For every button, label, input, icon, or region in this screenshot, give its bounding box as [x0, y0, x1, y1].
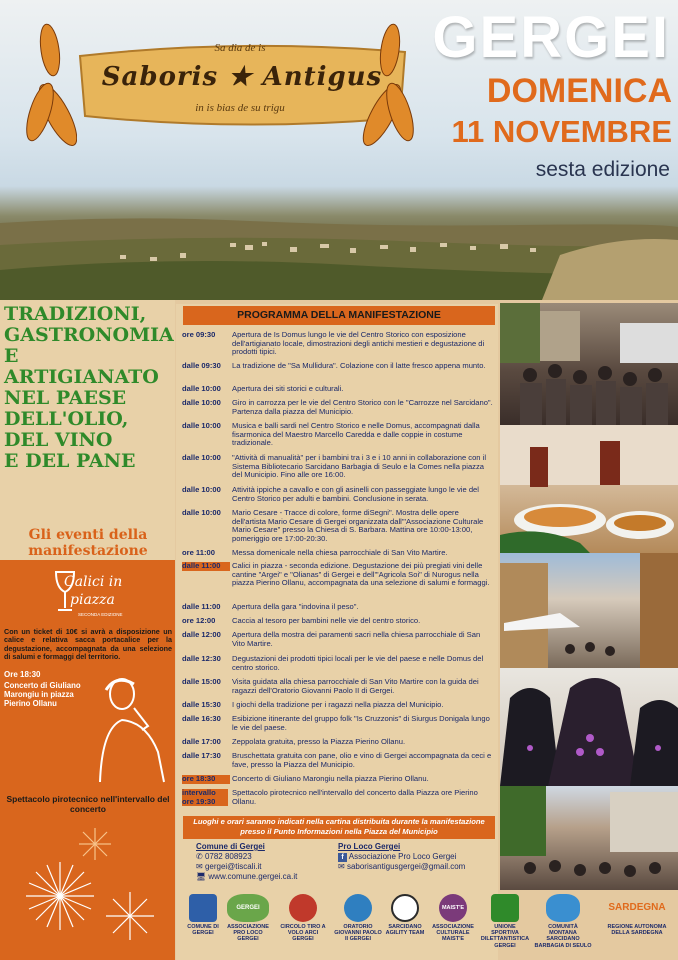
program-desc: Bruschettata gratuita con pane, olio e vino di Gergei accompagnata da ceci e fave, presso la Piazza del Municipio.: [232, 751, 492, 769]
food-image: [500, 425, 678, 553]
sponsor-logo: [278, 894, 328, 943]
program-desc: Spettacolo pirotecnico nell'intervallo del concerto dalla Piazza ore Pierino Ollanu.: [232, 788, 478, 806]
logo-name: Saboris ★ Antigus: [101, 62, 383, 92]
market-image: [500, 786, 678, 890]
proloco-email[interactable]: saborisantigusgergei@gmail.com: [346, 862, 466, 871]
program-time: dalle 16:30: [182, 714, 221, 723]
costume-image: [500, 668, 678, 786]
program-time: dalle 12:00: [182, 630, 221, 639]
program-time: dalle 17:30: [182, 751, 221, 760]
sports-shield-icon: [491, 894, 519, 922]
sponsor-logo: [223, 894, 273, 943]
headline-line: GASTRONOMIA: [4, 324, 174, 346]
events-title: Gli eventi della manifestazione: [28, 527, 148, 559]
sponsor-label: ASSOCIAZIONE CULTURALE MAIST'E: [432, 924, 474, 943]
comune-website[interactable]: www.comune.gergei.ca.it: [208, 872, 298, 881]
program-desc: Apertura della gara "indovina il peso".: [232, 602, 359, 611]
street-image: [500, 553, 678, 668]
calici-ticket-text: Con un ticket di 10€ si avrà a disposizione un calice e relativa sacca portacalice per la degustazione, accompagnata da una selezione di salumi e formaggi del territorio.: [4, 627, 172, 662]
crowd-image: [500, 303, 678, 425]
program-time: ore 18:30: [182, 775, 230, 784]
calici-logo-sub: SECONDA EDIZIONE: [78, 612, 123, 617]
comune-email[interactable]: gergei@tiscali.it: [204, 862, 262, 871]
sponsor-logo: [428, 894, 478, 943]
calici-logo-line2: piazza: [70, 592, 115, 608]
headline: [4, 304, 176, 472]
sponsor-label: ASSOCIAZIONE PRO LOCO GERGEI: [227, 924, 269, 943]
program-time: ore 11:00: [182, 548, 215, 557]
sponsor-label: UNIONE SPORTIVA DILETTANTISTICA GERGEI: [480, 924, 530, 949]
sponsor-label: ORATORIO GIOVANNI PAOLO II GERGEI: [334, 924, 382, 943]
headline-line: DELL'OLIO,: [4, 408, 129, 430]
program-time: ore 09:30: [182, 330, 216, 339]
program-title: PROGRAMMA DELLA MANIFESTAZIONE: [183, 306, 495, 325]
photo-village-street: [500, 553, 678, 668]
program-desc: Caccia al tesoro per bambini nelle vie del centro storico.: [232, 616, 421, 625]
fireworks-icon: [0, 816, 175, 960]
program-desc: Apertura de Is Domus lungo le vie del Centro Storico con esposizione dell'artigianato locale, dimostrazioni degli antichi mestieri e degustazione di prodotti tipici.: [232, 330, 485, 357]
info-box: Luoghi e orari saranno indicati nella cartina distribuita durante la manifestazione presso il Punto Informazioni nella Piazza del Municipio: [183, 816, 495, 839]
oratorio-icon: [344, 894, 372, 922]
program-desc: Musica e balli sardi nel Centro Storico e nelle Domus, accompagnati dalla fisarmonica del Maestro Marcello Caredda e dalle coppie in costume tradizionale.: [232, 421, 480, 448]
program-time: dalle 15:00: [182, 677, 221, 686]
program-time: dalle 10:00: [182, 421, 221, 430]
logo-tagline-top: Sa dia de is: [214, 42, 266, 54]
concert-time: Ore 18:30: [4, 670, 41, 679]
program-desc: Concerto di Giuliano Marongiu nella piazza Pierino Ollanu.: [232, 774, 429, 783]
program-time: dalle 10:00: [182, 384, 221, 393]
program-time: dalle 10:00: [182, 485, 221, 494]
program-desc: Zeppolata gratuita, presso la Piazza Pierino Ollanu.: [232, 737, 406, 746]
sponsor-logo: [600, 894, 674, 936]
edition-label: sesta edizione: [535, 158, 670, 181]
program-desc: Attività ippiche a cavallo e con gli asinelli con passeggiate lungo le vie del Centro Storico per adulti e bambini. Conclusione in serata.: [232, 485, 479, 503]
headline-line: E ARTIGIANATO: [4, 345, 159, 388]
concert-text: Concerto di Giuliano Marongiu in piazza Pierino Ollanu: [4, 681, 81, 708]
town-name: GERGEI: [432, 5, 670, 70]
wheat-icon: [22, 20, 77, 160]
event-date: 11 NOVEMBRE: [451, 114, 672, 149]
proloco-title: Pro Loco Gergei: [338, 842, 401, 851]
program-desc: Giro in carrozza per le vie del Centro Storico con le "Carrozze nel Sarcidano". Partenza dalla piazza del Municipio.: [232, 398, 493, 416]
headline-line: TRADIZIONI,: [4, 303, 147, 325]
program-time: dalle 15:30: [182, 700, 221, 709]
sponsor-label: REGIONE AUTONOMA DELLA SARDEGNA: [607, 924, 667, 937]
program-time: dalle 11:00: [182, 602, 221, 611]
headline-line: E DEL PANE: [4, 450, 136, 472]
sponsor-logo: [480, 894, 530, 949]
program-desc: Visita guidata alla chiesa parrocchiale di San Vito Martire con la guida dei ragazzi dell'Oratorio Giovanni Paolo II di Gergei.: [232, 677, 479, 695]
sponsor-logo: [380, 894, 430, 936]
program-desc: Apertura della mostra dei paramenti sacri nella chiesa parrocchiale di San Vito Martire.: [232, 630, 481, 648]
comune-phone: 0782 808923: [204, 852, 252, 861]
photo-costumes: [500, 668, 678, 786]
sponsor-logo: [333, 894, 383, 943]
photo-market: [500, 786, 678, 890]
program-time: dalle 17:00: [182, 737, 221, 746]
program-time: dalle 10:00: [182, 508, 221, 517]
headline-line: DEL VINO: [4, 429, 113, 451]
phone-icon: ✆: [196, 852, 205, 861]
program-time: dalle 09:30: [182, 361, 221, 370]
sponsor-logo: [178, 894, 228, 936]
proloco-contacts: [338, 842, 498, 872]
fireworks-text: Spettacolo pirotecnico nell'intervallo del concerto: [6, 794, 170, 814]
program-time: intervallo ore 19:30: [182, 789, 228, 806]
sardegna-logo: SARDEGNA: [608, 902, 666, 913]
program-desc: Calici in piazza - seconda edizione. Degustazione dei più pregiati vini delle cantine "Argei" e "Olianas" di Gergei e dell'"Agricola Soi" di Nurogus nella piazza Pierino Ollanu, accompagnata da una selezione di salumi e formaggi.: [232, 561, 490, 588]
facebook-icon: f: [338, 853, 347, 862]
program-desc: I giochi della tradizione per i ragazzi nella piazza del Municipio.: [232, 700, 444, 709]
web-icon: 🖥: [196, 872, 209, 881]
logo-tagline-bottom: in is bias de su trigu: [195, 102, 285, 114]
program-time: dalle 10:00: [182, 453, 221, 462]
program-desc: Esibizione itinerante del gruppo folk "Is Cruzzonis" di Siurgus Donigala lungo le vie del paese.: [232, 714, 490, 732]
email-icon: ✉: [196, 862, 205, 871]
sponsor-logo: [534, 894, 592, 949]
email-icon: ✉: [338, 862, 347, 871]
program-desc: La tradizione de "Sa Mullidura". Colazione con il latte fresco appena munto.: [232, 361, 486, 370]
program-time: dalle 10:00: [182, 398, 221, 407]
comune-title: Comune di Gergei: [196, 842, 265, 851]
dog-icon: [391, 894, 419, 922]
calici-logo-line1: Calici in: [64, 574, 123, 590]
comune-contacts: [196, 842, 346, 882]
photo-food-table: [500, 425, 678, 553]
singer-portrait: [96, 672, 168, 784]
maiste-logo: MAIST'E: [439, 894, 467, 922]
calici-box: [0, 560, 175, 790]
header-banner: [0, 0, 678, 300]
sponsor-label: COMUNITÀ MONTANA SARCIDANO BARBAGIA DI SEULO: [534, 924, 592, 949]
program-time: ore 12:00: [182, 616, 216, 625]
proloco-facebook[interactable]: Associazione Pro Loco Gergei: [348, 852, 457, 861]
event-day: DOMENICA: [486, 72, 672, 110]
program-desc: Degustazioni dei prodotti tipici locali per le vie del paese e nelle Domus del centro storico.: [232, 654, 484, 672]
sponsor-label: CIRCOLO TIRO A VOLO ARCI GERGEI: [280, 924, 326, 943]
wave-icon: [546, 894, 580, 922]
photo-crowd-street: [500, 303, 678, 425]
sponsor-label: SARCIDANO AGILITY TEAM: [385, 924, 425, 937]
proloco-logo: GERGEI: [227, 894, 269, 922]
landscape-image: [0, 215, 678, 300]
fireworks-box: [0, 790, 175, 960]
program-desc: Mario Cesare - Tracce di colore, forme diSegni". Mostra delle opere dell'artista Mario Cesare di Gergei organizzata dall'"Associazione Culturale Mario Cesare" presso la Chiesa di S. Barbara. Mattina ore 10:00-13:00, pomeriggio ore 17:00-20:30.: [232, 508, 484, 543]
shooting-club-icon: [289, 894, 317, 922]
program-desc: Messa domenicale nella chiesa parrocchiale di San Vito Martire.: [232, 548, 448, 557]
headline-line: NEL PAESE: [4, 387, 127, 409]
program-time: dalle 12:30: [182, 654, 221, 663]
program-desc: Apertura dei siti storici e culturali.: [232, 384, 344, 393]
sponsor-label: COMUNE DI GERGEI: [187, 924, 219, 937]
program-desc: "Attività di manualità" per i bambini tra i 3 e i 10 anni in collaborazione con il Sistema Bibliotecario Sarcidano Barbagia di Seulo e la Comes nella piazza del Municipio. Fino alle ore 16:00.: [232, 453, 487, 480]
coat-of-arms-icon: [189, 894, 217, 922]
program-time: dalle 11:00: [182, 562, 230, 571]
